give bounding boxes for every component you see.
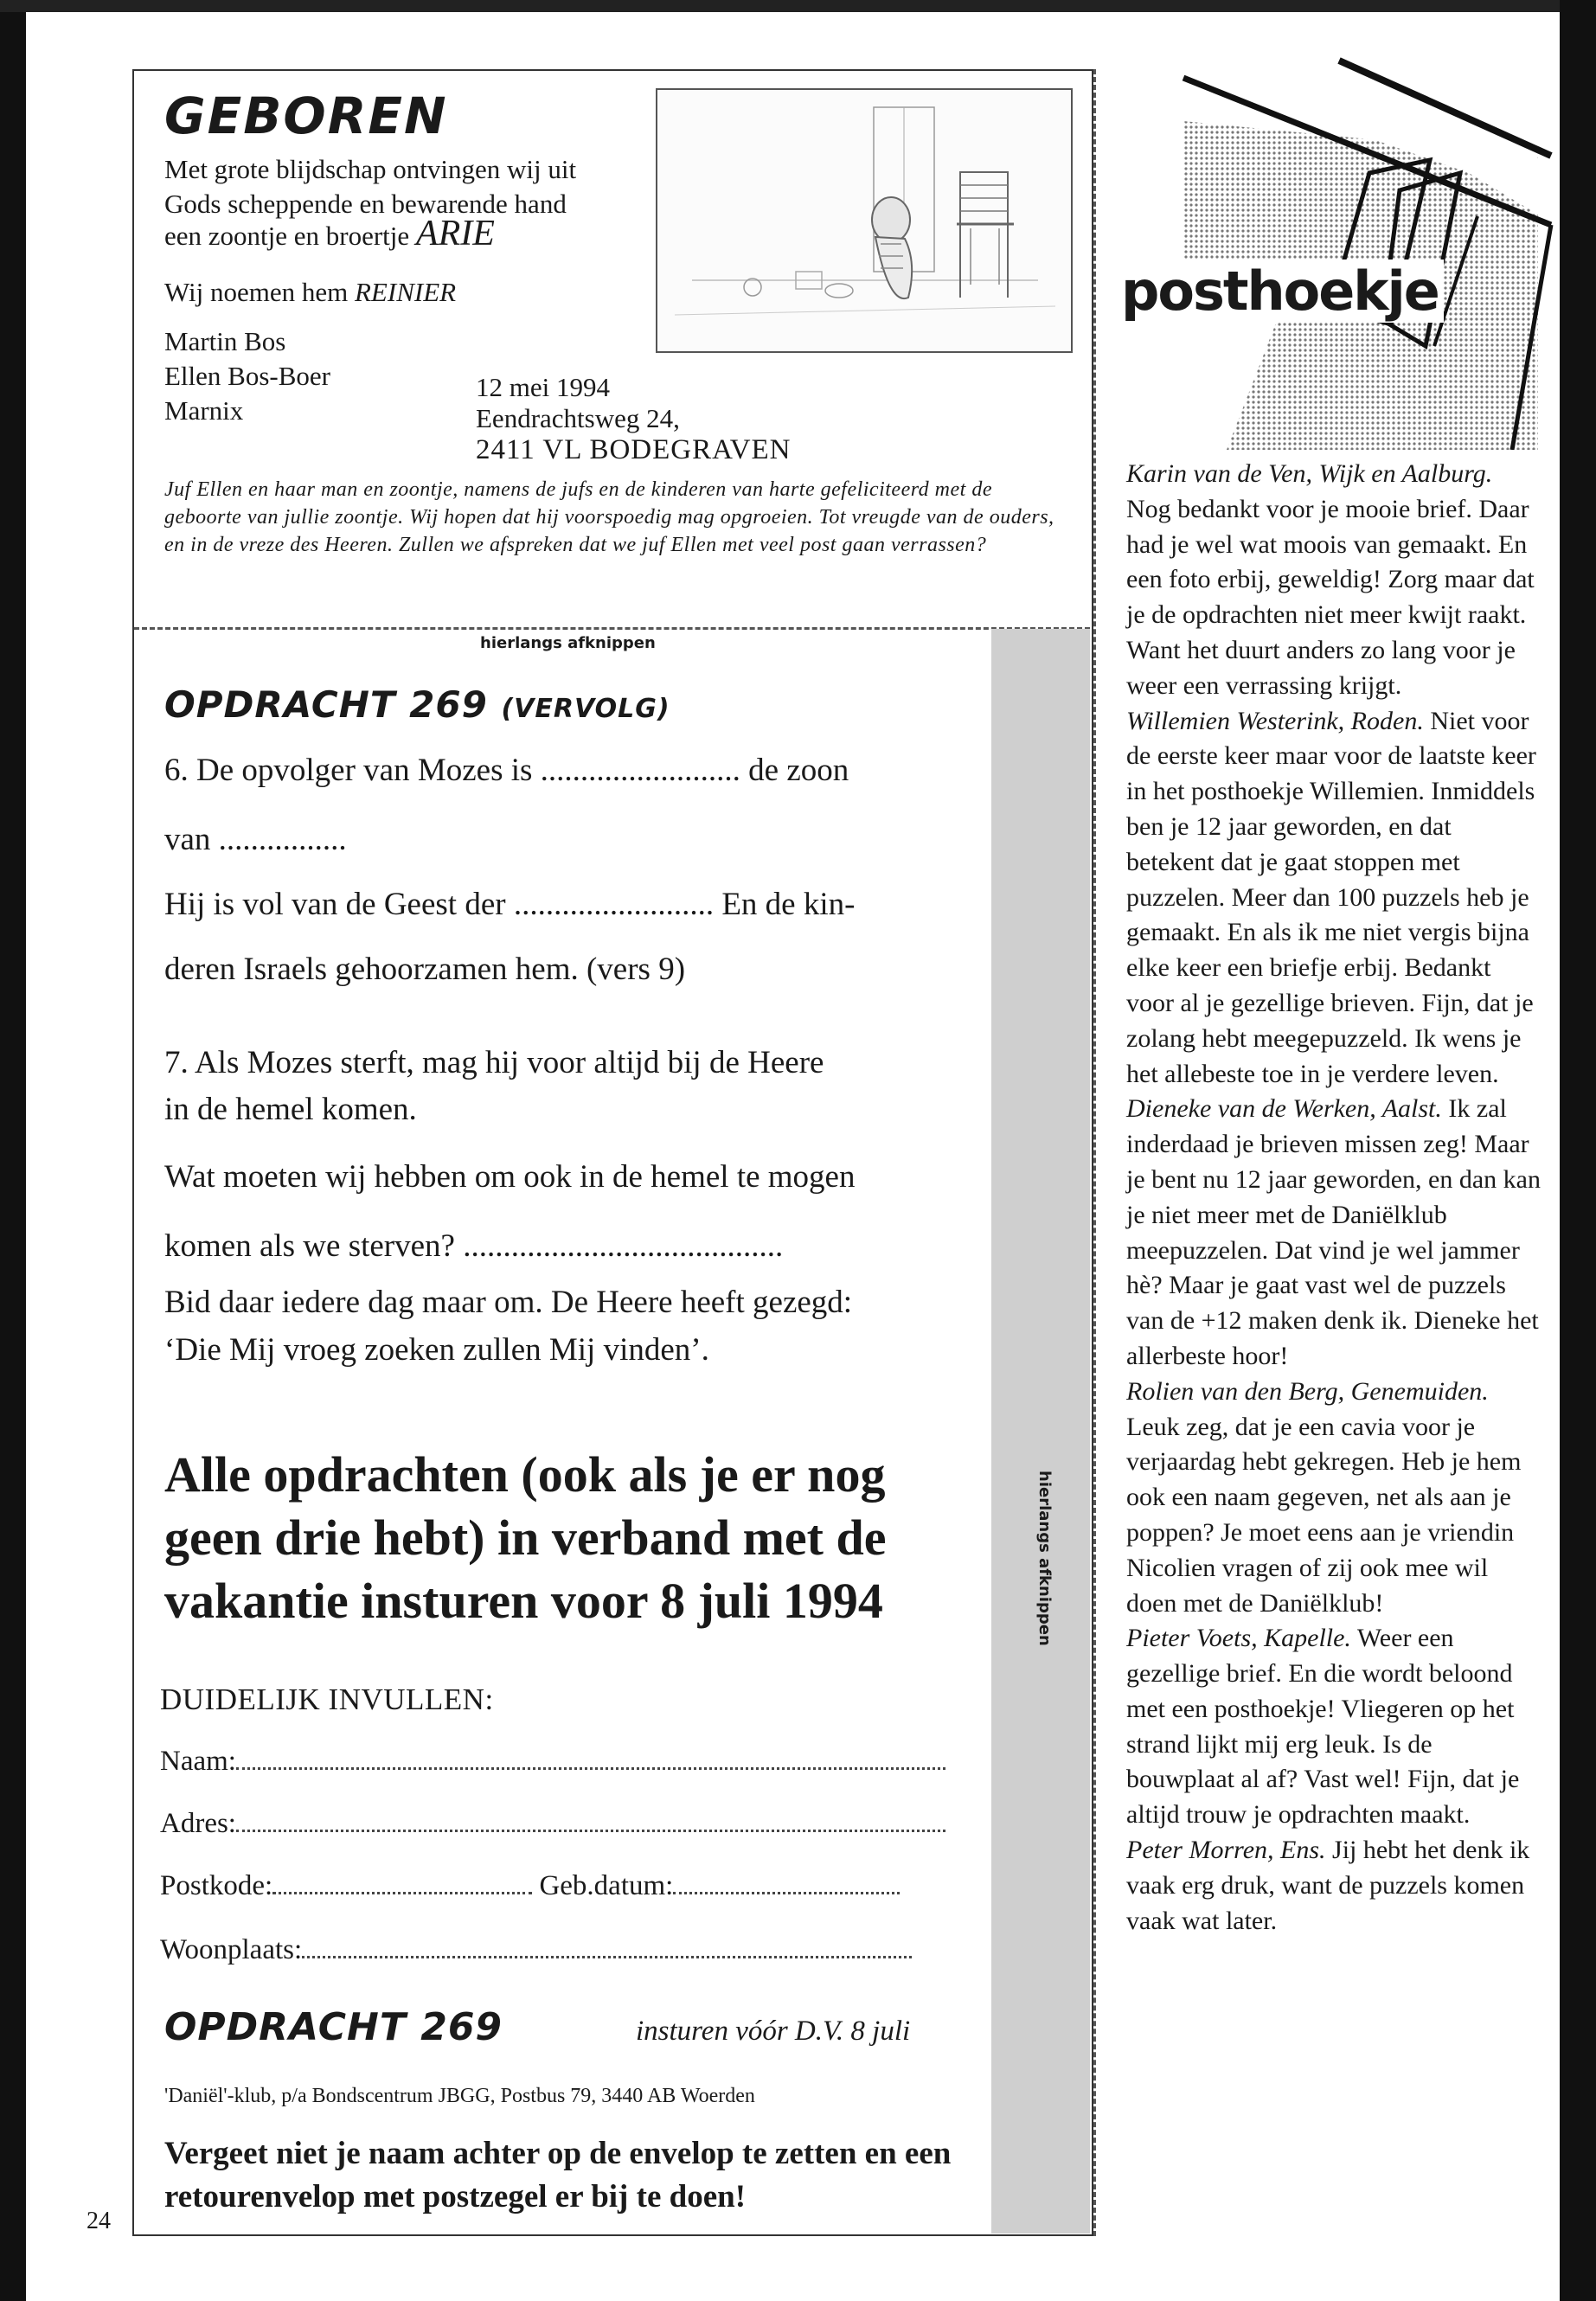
question-7-line-a: 7. Als Mozes sterft, mag hij voor altijd bij de Heere	[164, 1045, 824, 1080]
alle-opdrachten-notice: Alle opdrachten (ook als je er nog geen drie hebt) in verband met de vakantie insturen voor 8 juli 1994	[164, 1446, 887, 1629]
letter-item	[1126, 457, 1542, 704]
footer-opdracht-title: OPDRACHT 269	[164, 2005, 503, 2049]
footer-deadline: insturen vóór D.V. 8 juli	[636, 2016, 911, 2047]
woonplaats-field[interactable]	[302, 1950, 912, 1958]
letter-sender: Willemien Westerink, Roden.	[1126, 706, 1424, 735]
letter-item	[1126, 1375, 1542, 1622]
adres-label: Adres:	[160, 1808, 236, 1839]
letter-sender: Dieneke van de Werken, Aalst.	[1126, 1094, 1442, 1124]
letter-item	[1126, 1621, 1542, 1833]
question-6-line-d: deren Israels gehoorzamen hem. (vers 9)	[164, 952, 686, 987]
letter-text: Niet voor de eerste keer maar voor de laatste keer in het posthoekje Willemien. Inmiddels ben je 12 jaar geworden, en dat betekent dat je gaat stoppen met puzzelen. Meer dan 100 puzzels heb je gemaakt. En als ik me niet vergis bijna elke keer een briefje erbij. Bedankt voor al je gezellige brieven. Fijn, dat je zolang hebt meegepuzzeld. Ik wens je het allebeste toe in je verdere leven.	[1126, 706, 1536, 1088]
scan-edge-top	[0, 0, 1596, 12]
form-row-postkode	[160, 1870, 900, 1902]
geboren-line-4	[164, 275, 456, 310]
question-6-line-b: van ................	[164, 822, 347, 857]
envelope-reminder: Vergeet niet je naam achter op de envelop te zetten en een retourenvelop met postzegel er bij te doen!	[164, 2136, 952, 2214]
letter-text: Leuk zeg, dat je een cavia voor je verjaardag hebt gekregen. Heb je hem ook een naam gegeven, net als aan je poppen? Je moet eens aan je vriendin Nicolien vragen of zij ook mee wil doen met de Daniëlklub!	[1126, 1412, 1522, 1618]
question-7-line-c: Wat moeten wij hebben om ook in de hemel te mogen	[164, 1159, 856, 1195]
letter-text: Weer een gezellige brief. En die wordt beloond met een posthoekje! Vliegeren op het strand lijkt mij erg leuk. Is de bouwplaat al af? Vast wel! Fijn, dat je altijd trouw je opdrachten maakt.	[1126, 1624, 1520, 1830]
geboren-wish: Juf Ellen en haar man en zoontje, namens de jufs en de kinderen van harte gefeliciteerd met de geboorte van jullie zoontje. Wij hopen dat hij voorspoedig mag opgroeien. Tot vreugde van de ouders, en in de vreze des Heeren. Zullen we afspreken dat we juf Ellen met veel post gaan verrassen?	[164, 478, 1054, 556]
adres-field[interactable]	[236, 1823, 945, 1832]
letter-item	[1126, 1833, 1542, 1939]
naam-field[interactable]	[236, 1761, 945, 1770]
nursery-sketch	[657, 90, 1071, 351]
opdracht-title	[164, 683, 670, 726]
geb-datum-label: Geb.datum:	[539, 1870, 674, 1901]
letter-text: Nog bedankt voor je mooie brief. Daar had je wel wat moois van gemaakt. En een foto erbij, geweldig! Zorg maar dat je de opdrachten niet meer kwijt raakt. Want het duurt anders zo lang voor je weer een verrassing krijgt.	[1126, 494, 1535, 700]
child-second-name: REINIER	[355, 277, 457, 307]
form-row-naam	[160, 1746, 945, 1778]
question-7-line-d: komen als we sterven? ........................................	[164, 1228, 784, 1264]
child-name: ARIE	[415, 214, 495, 253]
form-header: DUIDELIJK INVULLEN:	[160, 1682, 494, 1716]
posthoekje-title: posthoekje	[1116, 260, 1444, 323]
page-number: 24	[87, 2208, 111, 2234]
question-6-line-a: 6. De opvolger van Mozes is ......................... de zoon	[164, 753, 849, 788]
parent-2: Ellen Bos-Boer	[164, 361, 330, 391]
question-7-line-e: Bid daar iedere dag maar om. De Heere heeft gezegd:	[164, 1285, 853, 1320]
cut-label-horizontal: hierlangs afknippen	[480, 634, 656, 652]
opdracht-title-main: OPDRACHT 269	[164, 683, 488, 726]
question-7-line-b: in de hemel komen.	[164, 1092, 417, 1127]
nursery-illustration	[656, 88, 1073, 353]
opdracht-title-suffix: (VERVOLG)	[501, 694, 670, 724]
letter-sender: Pieter Voets, Kapelle.	[1126, 1624, 1351, 1653]
envelope-sketch	[1106, 52, 1555, 450]
grey-cut-strip	[991, 629, 1090, 2234]
postkode-label: Postkode:	[160, 1870, 273, 1901]
geboren-line-1: Met grote blijdschap ontvingen wij uit	[164, 154, 577, 184]
scan-edge-right	[1560, 0, 1596, 2301]
letter-sender: Karin van de Ven, Wijk en Aalburg.	[1126, 459, 1493, 488]
geboren-parents	[164, 324, 330, 428]
geboren-title: GEBOREN	[164, 87, 448, 145]
geboren-line-2: Gods scheppende en bewarende hand	[164, 189, 567, 219]
letter-text: Ik zal inderdaad je brieven missen zeg! Maar je bent nu 12 jaar geworden, en dan kan je niet meer met de Daniëlklub meepuzzelen. Dat vind je wel jammer hè? Maar je gaat vast wel de puzzels van de +12 maken denk ik. Dieneke het allerbeste hoor!	[1126, 1094, 1541, 1370]
letter-item	[1126, 704, 1542, 1093]
letter-sender: Peter Morren, Ens.	[1126, 1836, 1326, 1865]
address-city: 2411 VL BODEGRAVEN	[476, 434, 792, 465]
posthoekje-letters	[1126, 457, 1542, 1939]
letter-text: Jij hebt het denk ik vaak erg druk, want de puzzels komen vaak wat later.	[1126, 1836, 1530, 1935]
scan-edge-left	[0, 0, 26, 2301]
form-row-adres	[160, 1808, 945, 1840]
parent-3: Marnix	[164, 395, 244, 426]
geb-datum-field[interactable]	[673, 1886, 900, 1894]
geboren-line-4-prefix: Wij noemen hem	[164, 277, 355, 307]
naam-label: Naam:	[160, 1746, 236, 1777]
posthoekje-artwork	[1106, 52, 1555, 450]
question-7-line-f: ‘Die Mij vroeg zoeken zullen Mij vinden’.	[164, 1332, 709, 1368]
form-row-woonplaats	[160, 1934, 912, 1966]
cut-label-vertical: hierlangs afknippen	[1035, 1471, 1054, 1646]
parent-1: Martin Bos	[164, 326, 286, 356]
geboren-date-address	[476, 372, 792, 465]
letter-item	[1126, 1092, 1542, 1374]
question-6-line-c: Hij is vol van de Geest der ......................... En de kin-	[164, 887, 856, 922]
birth-date: 12 mei 1994	[476, 372, 610, 402]
club-address: 'Daniël'-klub, p/a Bondscentrum JBGG, Postbus 79, 3440 AB Woerden	[164, 2085, 755, 2107]
woonplaats-label: Woonplaats:	[160, 1934, 303, 1965]
geboren-line-3-prefix: een zoontje en broertje	[164, 221, 416, 251]
column-cut-line	[1093, 69, 1096, 2236]
postkode-field[interactable]	[272, 1886, 532, 1894]
horizontal-cut-line	[134, 627, 1090, 630]
geboren-line-3	[164, 216, 495, 253]
address-street: Eendrachtsweg 24,	[476, 403, 680, 433]
letter-sender: Rolien van den Berg, Genemuiden.	[1126, 1376, 1489, 1406]
